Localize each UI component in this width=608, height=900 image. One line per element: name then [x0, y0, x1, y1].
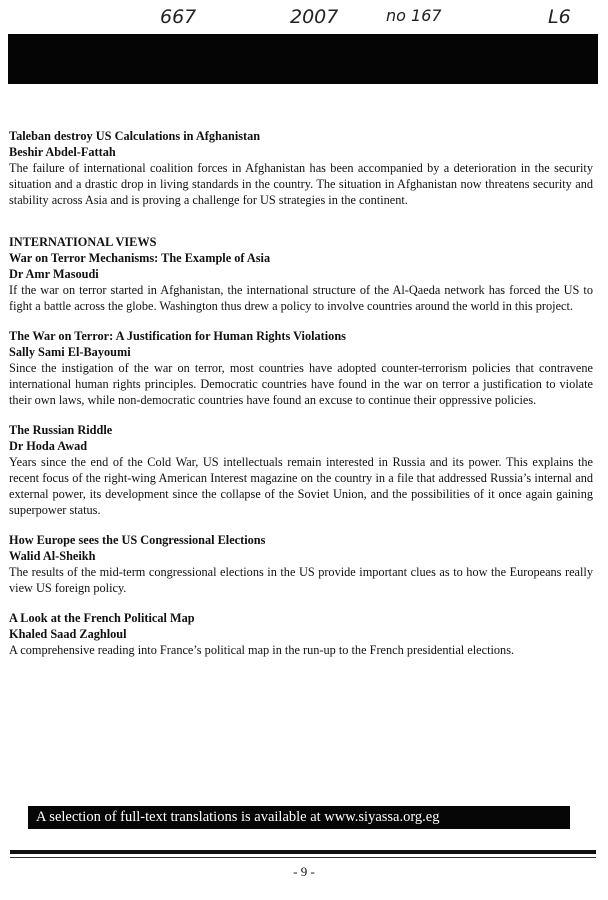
article-title: The Russian Riddle: [9, 423, 113, 437]
section-heading: INTERNATIONAL VIEWS: [9, 235, 157, 249]
article-title: Taleban destroy US Calculations in Afghanistan: [9, 129, 261, 143]
handwritten-mark: 2007: [290, 6, 339, 28]
handwritten-mark: no 167: [386, 6, 442, 25]
footer-translation-banner: A selection of full-text translations is available at www.siyassa.org.eg: [28, 806, 570, 829]
article-author: Dr Amr Masoudi: [9, 267, 99, 281]
page-number: - 9 -: [293, 864, 315, 879]
article-entry: [9, 422, 593, 518]
footer-divider: [10, 850, 596, 854]
footer-divider: [10, 857, 596, 858]
handwritten-mark: L6: [548, 6, 571, 28]
article-summary: Years since the end of the Cold War, US intellectuals remain interested in Russia and its power. This explains the recent focus of the right-wing American Interest magazine on the country in a file that addressed Russia’s internal and external power, its development since the collapse of the Soviet Union, and the possibilities of it once again gaining superpower status.: [9, 455, 593, 517]
header-black-bar: [8, 34, 598, 84]
article-summary: Since the instigation of the war on terror, most countries have adopted counter-terrorism policies that contravene international human rights principles. Democratic countries have found in the war on terror a justification to violate their own laws, while non-democratic countries have found an excuse to continue their oppressive policies.: [9, 361, 593, 407]
handwritten-mark: 667: [160, 6, 197, 28]
article-entry: [9, 532, 593, 596]
article-summary: The failure of international coalition forces in Afghanistan has been accompanied by a deterioration in the security situation and a drastic drop in living standards in the country. The situation in Afghanistan now threatens security and stability across Asia and is proving a challenge for US strategies in the continent.: [9, 161, 593, 207]
article-author: Dr Hoda Awad: [9, 439, 88, 453]
article-entry: [9, 250, 593, 314]
article-summary: A comprehensive reading into France’s political map in the run-up to the French presidential elections.: [9, 643, 515, 657]
article-author: Khaled Saad Zaghloul: [9, 627, 127, 641]
article-entry: [9, 610, 593, 658]
article-title: How Europe sees the US Congressional Elections: [9, 533, 266, 547]
article-title: A Look at the French Political Map: [9, 611, 195, 625]
article-author: Beshir Abdel-Fattah: [9, 145, 116, 159]
article-summary: If the war on terror started in Afghanistan, the international structure of the Al-Qaeda network has forced the US to fight a battle across the globe. Washington thus drew a policy to involve countries around the world in this project.: [9, 283, 593, 313]
article-summary: The results of the mid-term congressional elections in the US provide important clues as to how the Europeans really view US foreign policy.: [9, 565, 593, 595]
article-title: The War on Terror: A Justification for Human Rights Violations: [9, 329, 346, 343]
handwritten-annotations: [0, 6, 608, 36]
article-title: War on Terror Mechanisms: The Example of Asia: [9, 251, 271, 265]
article-listing: [9, 128, 593, 672]
article-author: Sally Sami El-Bayoumi: [9, 345, 131, 359]
article-entry: [9, 128, 593, 208]
article-author: Walid Al-Sheikh: [9, 549, 96, 563]
article-entry: [9, 328, 593, 408]
